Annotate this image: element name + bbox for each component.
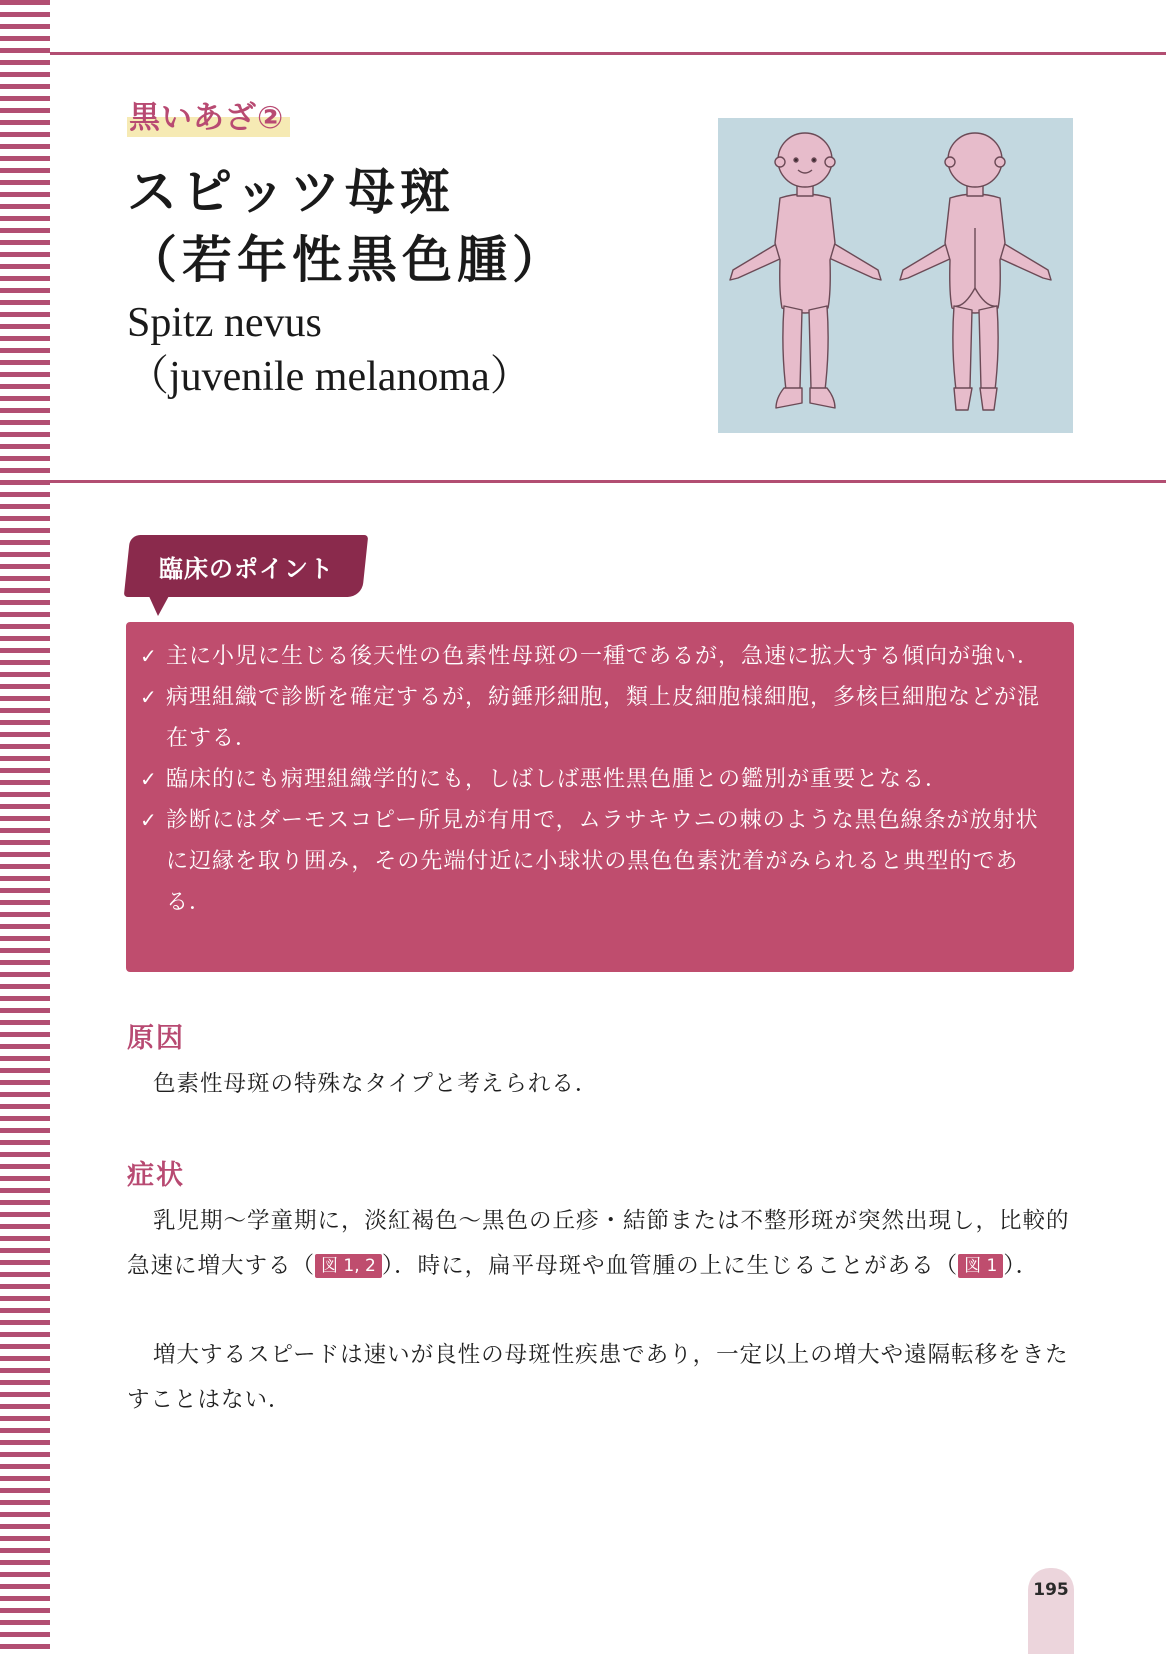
list-item xyxy=(140,800,1058,923)
list-item xyxy=(140,636,1058,677)
check-icon: ✓ xyxy=(140,644,158,668)
symptoms-text-b: ）．時に，扁平母斑や血管腫の上に生じることがある（ xyxy=(381,1253,959,1279)
figure-reference-1[interactable]: 図 1 xyxy=(958,1254,1003,1278)
title-en-line2: （juvenile melanoma） xyxy=(127,354,532,400)
page-title xyxy=(127,158,567,294)
symptoms-text-p2: 増大するスピードは速いが良性の母斑性疾患であり，一定以上の増大や遠隔転移をきたすことはない． xyxy=(127,1342,1069,1413)
list-item xyxy=(140,759,1058,800)
cause-text xyxy=(127,1062,1077,1107)
point-text: 診断にはダーモスコピー所見が有用で，ムラサキウニの棘のような黒色線条が放射状に辺縁を取り囲み，その先端付近に小球状の黒色色素沈着がみられると典型的である． xyxy=(166,808,1039,915)
list-item xyxy=(140,677,1058,759)
point-text: 病理組織で診断を確定するが，紡錘形細胞，類上皮細胞様細胞，多核巨細胞などが混在する． xyxy=(166,685,1041,751)
cause-sentence: 色素性母斑の特殊なタイプと考えられる． xyxy=(153,1071,599,1097)
symptoms-heading: 症状 xyxy=(127,1160,185,1191)
title-en-line1: Spitz nevus xyxy=(127,300,322,346)
clinical-points-list xyxy=(140,636,1058,923)
symptoms-paragraph-1 xyxy=(127,1199,1077,1289)
top-rule xyxy=(50,52,1166,55)
figure-reference-1-2[interactable]: 図 1, 2 xyxy=(315,1254,382,1278)
clinical-points-box xyxy=(126,622,1074,972)
left-stripe-decoration xyxy=(0,0,50,1654)
check-icon: ✓ xyxy=(140,808,158,832)
point-text: 主に小児に生じる後天性の色素性母斑の一種であるが，急速に拡大する傾向が強い． xyxy=(166,644,1041,669)
category-label: 黒いあざ② xyxy=(127,92,290,137)
symptoms-text-a: 乳児期～学童期に，淡紅褐色～黒色の丘疹・結節または不整形斑が突然出現し，比較的急速に増大する（ xyxy=(127,1208,1070,1279)
page-number: 195 xyxy=(1028,1568,1074,1654)
check-icon: ✓ xyxy=(140,767,158,791)
english-title xyxy=(127,296,532,404)
point-text: 臨床的にも病理組織学的にも，しばしば悪性黒色腫との鑑別が重要となる． xyxy=(166,767,949,792)
title-jp-line2: （若年性黒色腫） xyxy=(127,231,567,289)
clinical-points-label: 臨床のポイント xyxy=(158,554,334,583)
body-diagram-figure xyxy=(718,118,1073,433)
symptoms-paragraph-2 xyxy=(127,1333,1077,1423)
clinical-points-tab xyxy=(124,535,369,597)
cause-heading: 原因 xyxy=(127,1023,185,1054)
symptoms-text-c: ）． xyxy=(1003,1253,1040,1279)
speech-tail-decoration xyxy=(148,594,170,616)
header-bottom-rule xyxy=(50,480,1166,483)
title-jp-line1: スピッツ母斑 xyxy=(127,163,455,221)
front-body-figure xyxy=(730,133,881,408)
check-icon: ✓ xyxy=(140,685,158,709)
body-diagram-illustration xyxy=(718,118,1073,433)
back-body-figure xyxy=(900,133,1051,410)
